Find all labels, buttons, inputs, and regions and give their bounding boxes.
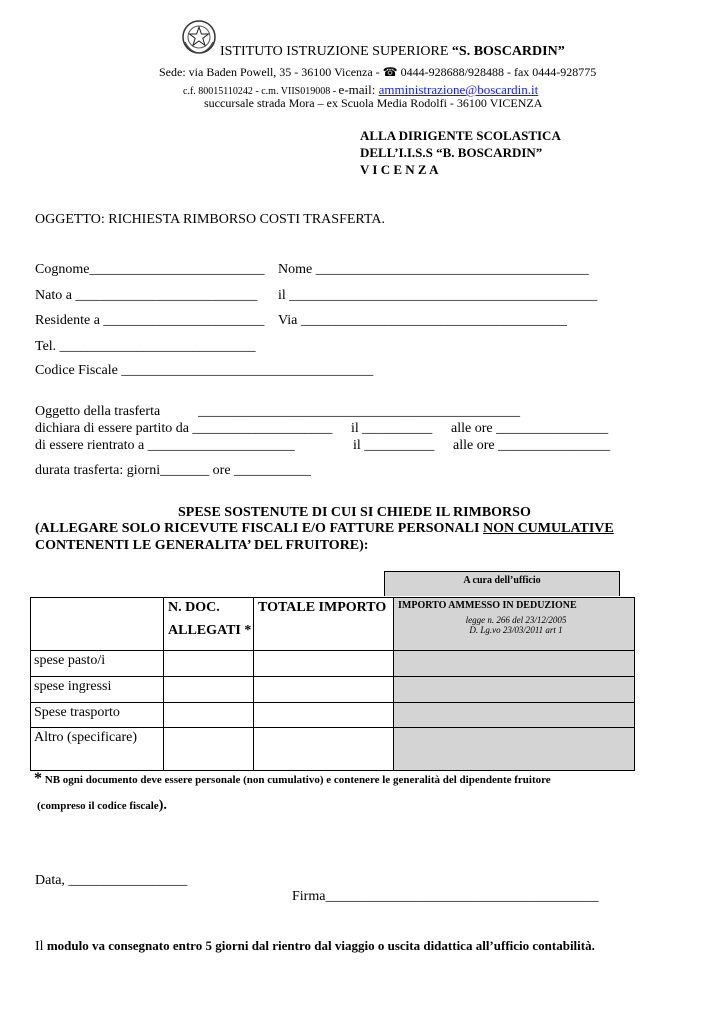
totale-cell[interactable] — [254, 651, 394, 677]
phone-text: 0444-928688/928488 - fax 0444-928775 — [397, 65, 597, 79]
ammesso-header — [394, 598, 635, 651]
ammesso-cell — [394, 651, 635, 677]
ndoc-cell[interactable] — [164, 703, 254, 728]
totale-cell[interactable] — [254, 677, 394, 703]
signature-field[interactable]: Firma_______________________________________ — [292, 889, 599, 904]
birth-date-field[interactable]: il ____________________________________________ — [278, 288, 598, 303]
row-label-pasto: spese pasto/i — [31, 651, 164, 677]
nb-note-line-1 — [34, 770, 551, 788]
expenses-heading-1: SPESE SOSTENUTE DI CUI SI CHIEDE IL RIMBORSO — [178, 505, 531, 520]
address-text: Sede: via Baden Powell, 35 - 36100 Vicenza - — [159, 65, 383, 79]
date-field[interactable]: Data, _________________ — [35, 873, 188, 888]
cognome-field[interactable]: Cognome_________________________ — [35, 262, 265, 277]
return-to-field[interactable]: di essere rientrato a _____________________ — [35, 438, 295, 453]
subject: OGGETTO: RICHIESTA RIMBORSO COSTI TRASFERTA. — [35, 212, 385, 227]
branch-line: succursale strada Mora – ex Scuola Media Rodolfi - 36100 VICENZA — [204, 96, 543, 110]
ndoc-cell[interactable] — [164, 728, 254, 771]
departure-date-field[interactable]: il __________ — [351, 421, 433, 436]
note-star: * — [34, 770, 42, 787]
address-line — [159, 65, 596, 80]
departure-time-field[interactable]: alle ore ________________ — [451, 421, 609, 436]
table-row — [31, 677, 635, 703]
ndoc-cell[interactable] — [164, 677, 254, 703]
note-text-2: (compreso il codice fiscale — [37, 800, 159, 812]
cf-text: c.f. 80015110242 - c.m. VIIS019008 - — [183, 86, 339, 97]
recipient-line-3: V I C E N Z A — [360, 162, 439, 177]
ammesso-cell — [394, 703, 635, 728]
row-label-ingressi: spese ingressi — [31, 677, 164, 703]
ndoc-cell[interactable] — [164, 651, 254, 677]
recipient-line-2: DELL’I.I.S.S “B. BOSCARDIN” — [360, 145, 543, 160]
ammesso-header-title: IMPORTO AMMESSO IN DEDUZIONE — [398, 600, 577, 611]
note-text-2-end: ). — [158, 798, 167, 813]
residente-field[interactable]: Residente a _______________________ — [35, 313, 265, 328]
nome-field[interactable]: Nome _______________________________________ — [278, 262, 589, 277]
non-cumulative-label: NON CUMULATIVE — [482, 521, 614, 536]
email-link[interactable]: amministrazione@boscardin.it — [378, 82, 539, 97]
ammesso-note-2: D. Lg.vo 23/03/2011 art 1 — [469, 625, 563, 635]
phone-icon: ☎ — [382, 65, 398, 79]
republic-emblem-icon — [180, 18, 218, 56]
note-text-1: NB ogni documento deve essere personale (non cumulativo) e contenere le generalità del dipendente fruitore — [42, 774, 551, 786]
duration-field[interactable]: durata trasferta: giorni_______ ore ___________ — [35, 463, 312, 478]
header-empty-cell — [31, 598, 164, 651]
table-row — [31, 651, 635, 677]
recipient-line-1: ALLA DIRIGENTE SCOLASTICA — [360, 128, 561, 143]
totale-cell[interactable] — [254, 728, 394, 771]
row-label-altro: Altro (specificare) — [31, 728, 164, 771]
office-use-header: A cura dell’ufficio — [384, 571, 620, 596]
nb-note-line-2 — [37, 798, 167, 814]
table-row — [31, 703, 635, 728]
expenses-heading-2 — [35, 521, 614, 537]
ndoc-header — [164, 598, 254, 651]
delivery-notice-text: modulo va consegnato entro 5 giorni dal rientro dal viaggio o uscita didattica all’ufficio contabilità. — [43, 938, 595, 953]
departure-from-field[interactable]: dichiara di essere partito da ____________________ — [35, 421, 333, 436]
expenses-heading-2a: (ALLEGARE SOLO RICEVUTE FISCALI E/O FATTURE PERSONALI — [35, 521, 483, 536]
ammesso-cell — [394, 728, 635, 771]
totale-header: TOTALE IMPORTO — [254, 598, 394, 651]
expenses-heading-3: CONTENENTI LE GENERALITA’ DEL FRUITORE): — [35, 538, 369, 553]
delivery-notice-first: Il — [35, 939, 44, 954]
row-label-trasporto: Spese trasporto — [31, 703, 164, 728]
return-date-field[interactable]: il __________ — [353, 438, 435, 453]
school-prefix: ISTITUTO ISTRUZIONE SUPERIORE — [220, 44, 452, 59]
codice-fiscale-field[interactable]: Codice Fiscale ____________________________________ — [35, 363, 374, 378]
school-title — [220, 44, 565, 60]
ammesso-note-1: legge n. 266 del 23/12/2005 — [465, 615, 567, 625]
trip-object-label: Oggetto della trasferta — [35, 404, 161, 419]
ndoc-header-2: ALLEGATI * — [168, 623, 252, 638]
delivery-notice — [35, 938, 595, 955]
ammesso-cell — [394, 677, 635, 703]
tel-field[interactable]: Tel. ____________________________ — [35, 339, 256, 354]
table-header-row — [31, 598, 635, 651]
table-row — [31, 728, 635, 771]
nato-field[interactable]: Nato a __________________________ — [35, 288, 258, 303]
return-time-field[interactable]: alle ore ________________ — [453, 438, 611, 453]
email-label: e-mail: — [338, 82, 379, 97]
expenses-table — [30, 597, 635, 771]
trip-object-field[interactable]: ______________________________________________ — [198, 404, 520, 419]
ndoc-header-1: N. DOC. — [168, 600, 220, 615]
totale-cell[interactable] — [254, 703, 394, 728]
via-field[interactable]: Via ______________________________________ — [278, 313, 567, 328]
school-name: “S. BOSCARDIN” — [451, 44, 565, 59]
